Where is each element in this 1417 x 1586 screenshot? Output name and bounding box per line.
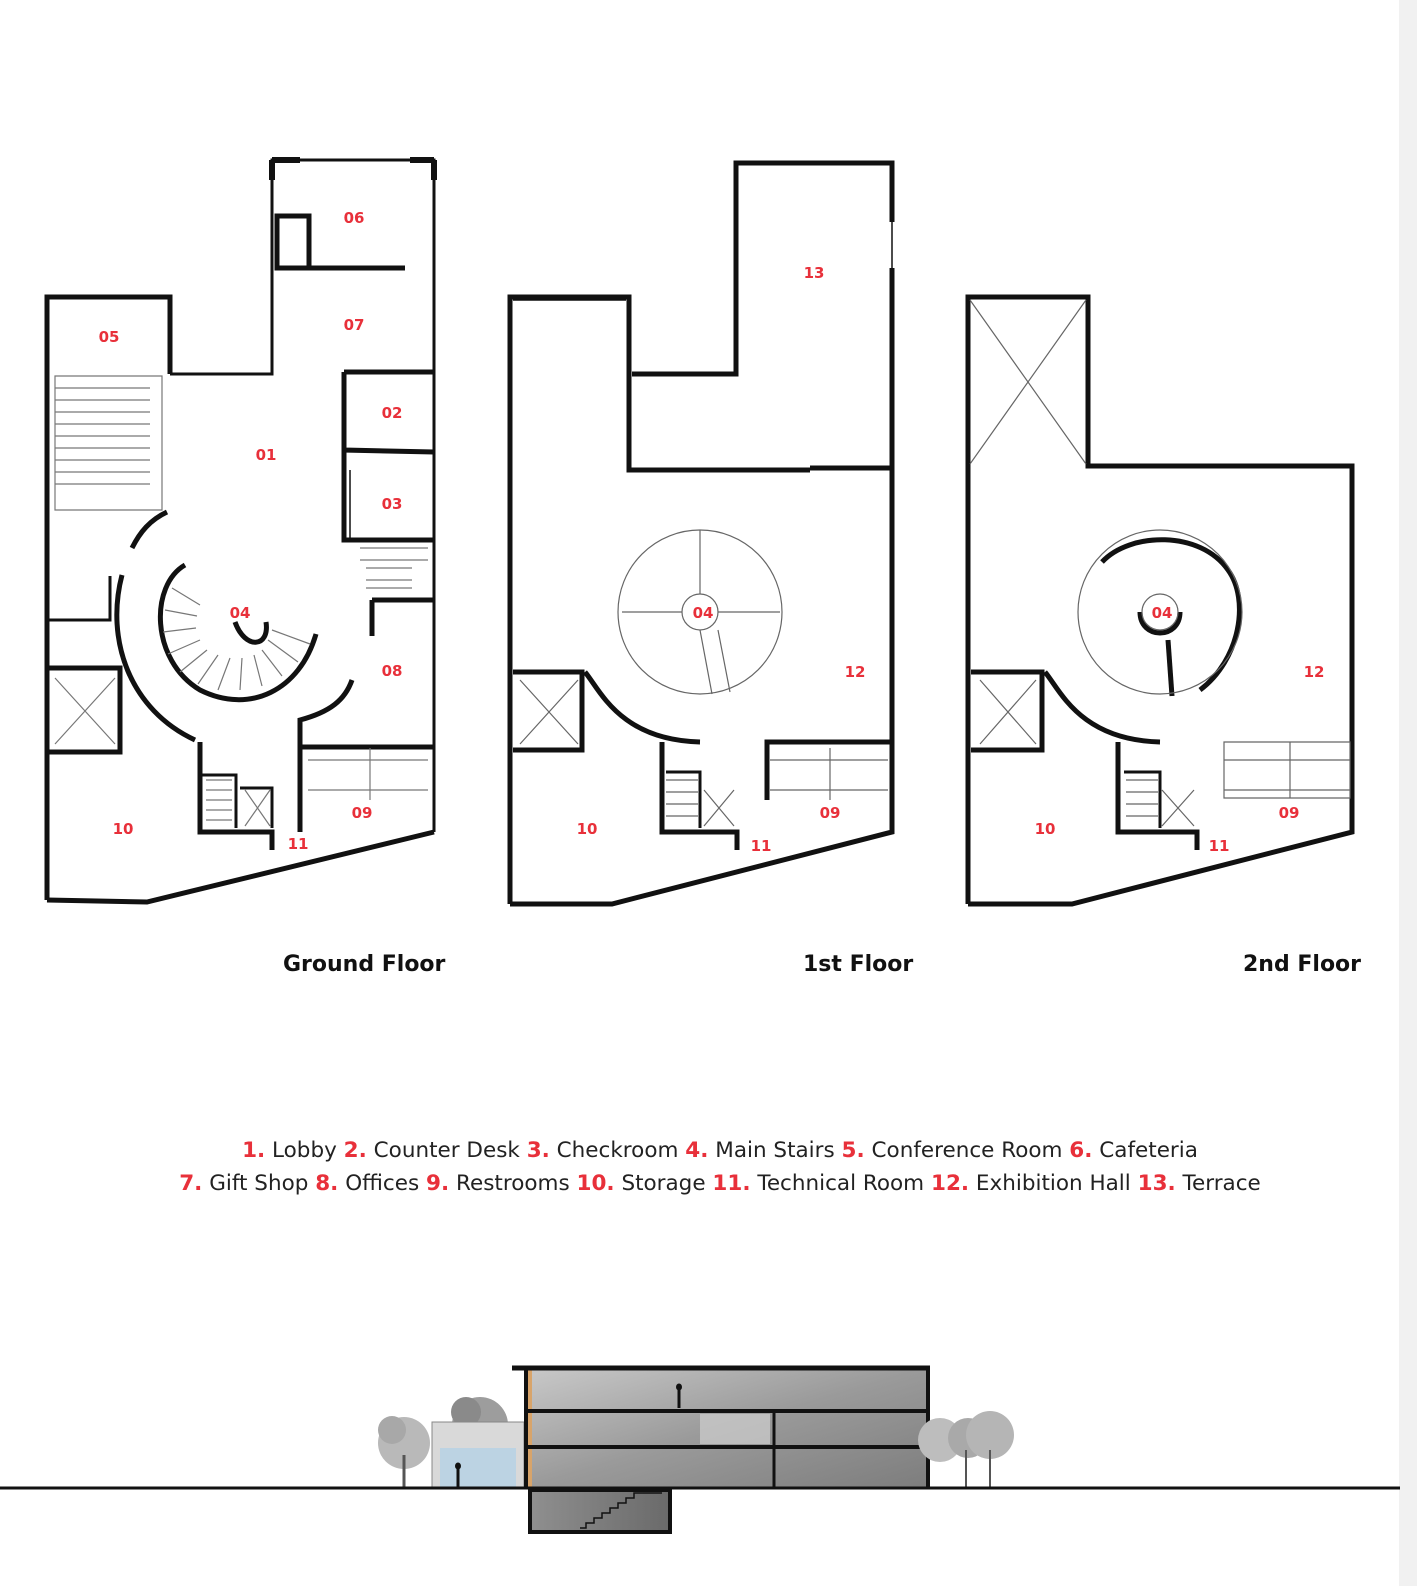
room-label: 10 — [112, 820, 134, 838]
legend-room-name: Gift Shop — [209, 1171, 309, 1196]
room-label: 02 — [381, 404, 403, 422]
legend-room-name: Terrace — [1182, 1171, 1261, 1196]
legend-number: 12. — [930, 1171, 970, 1196]
ground-floor-title: Ground Floor — [283, 952, 446, 977]
legend-room-name: Storage — [621, 1171, 706, 1196]
room-label: 11 — [750, 837, 772, 855]
room-label: 04 — [692, 604, 714, 622]
tree-right — [918, 1411, 1014, 1487]
legend-number: 13. — [1137, 1171, 1176, 1196]
room-label: 10 — [1034, 820, 1056, 838]
legend-number: 9. — [426, 1171, 450, 1196]
basement — [530, 1490, 670, 1532]
legend-number: 1. — [242, 1138, 266, 1163]
legend-room-name: Offices — [345, 1171, 420, 1196]
legend-line-2 — [0, 1171, 1417, 1196]
ground-floor-plan — [47, 160, 434, 902]
room-label: 04 — [1151, 604, 1173, 622]
room-label: 03 — [381, 495, 403, 513]
legend-room-name: Conference Room — [871, 1138, 1063, 1163]
tree-left — [378, 1416, 430, 1487]
legend-room-name: Main Stairs — [715, 1138, 835, 1163]
room-label: 12 — [1303, 663, 1325, 681]
legend-room-name: Lobby — [272, 1138, 337, 1163]
legend-number: 5. — [841, 1138, 865, 1163]
legend-number: 11. — [712, 1171, 751, 1196]
legend-number: 2. — [343, 1138, 367, 1163]
legend-room-name: Technical Room — [757, 1171, 925, 1196]
legend-number: 7. — [179, 1171, 203, 1196]
room-label: 10 — [576, 820, 598, 838]
building-section — [0, 1340, 1417, 1586]
room-label: 11 — [1208, 837, 1230, 855]
room-label: 09 — [1278, 804, 1300, 822]
room-label: 13 — [803, 264, 825, 282]
person-figure — [455, 1463, 461, 1470]
first-floor-labels — [577, 264, 866, 855]
legend-number: 3. — [526, 1138, 550, 1163]
room-label: 09 — [819, 804, 841, 822]
second-floor-title: 2nd Floor — [1243, 952, 1362, 977]
room-label: 09 — [351, 804, 373, 822]
second-floor-labels — [1035, 604, 1325, 855]
legend-line-1 — [0, 1138, 1417, 1163]
legend-number: 10. — [576, 1171, 615, 1196]
room-label: 08 — [381, 662, 403, 680]
person-figure — [676, 1384, 682, 1391]
legend-room-name: Exhibition Hall — [975, 1171, 1131, 1196]
legend-number: 8. — [315, 1171, 339, 1196]
room-label: 05 — [98, 328, 120, 346]
legend-number: 4. — [685, 1138, 709, 1163]
first-floor-plan — [510, 163, 892, 904]
legend-number: 6. — [1069, 1138, 1093, 1163]
first-floor-title: 1st Floor — [803, 952, 914, 977]
room-label: 07 — [343, 316, 365, 334]
room-label: 06 — [343, 209, 365, 227]
legend-room-name: Restrooms — [456, 1171, 570, 1196]
annex-glass — [440, 1448, 516, 1487]
room-label: 04 — [229, 604, 251, 622]
room-label: 12 — [844, 663, 866, 681]
legend-room-name: Counter Desk — [373, 1138, 520, 1163]
legend-room-name: Checkroom — [556, 1138, 679, 1163]
room-label: 01 — [255, 446, 277, 464]
second-floor-details — [970, 300, 1350, 826]
first-floor-details — [520, 530, 888, 826]
room-label: 11 — [287, 835, 309, 853]
legend-room-name: Cafeteria — [1099, 1138, 1198, 1163]
